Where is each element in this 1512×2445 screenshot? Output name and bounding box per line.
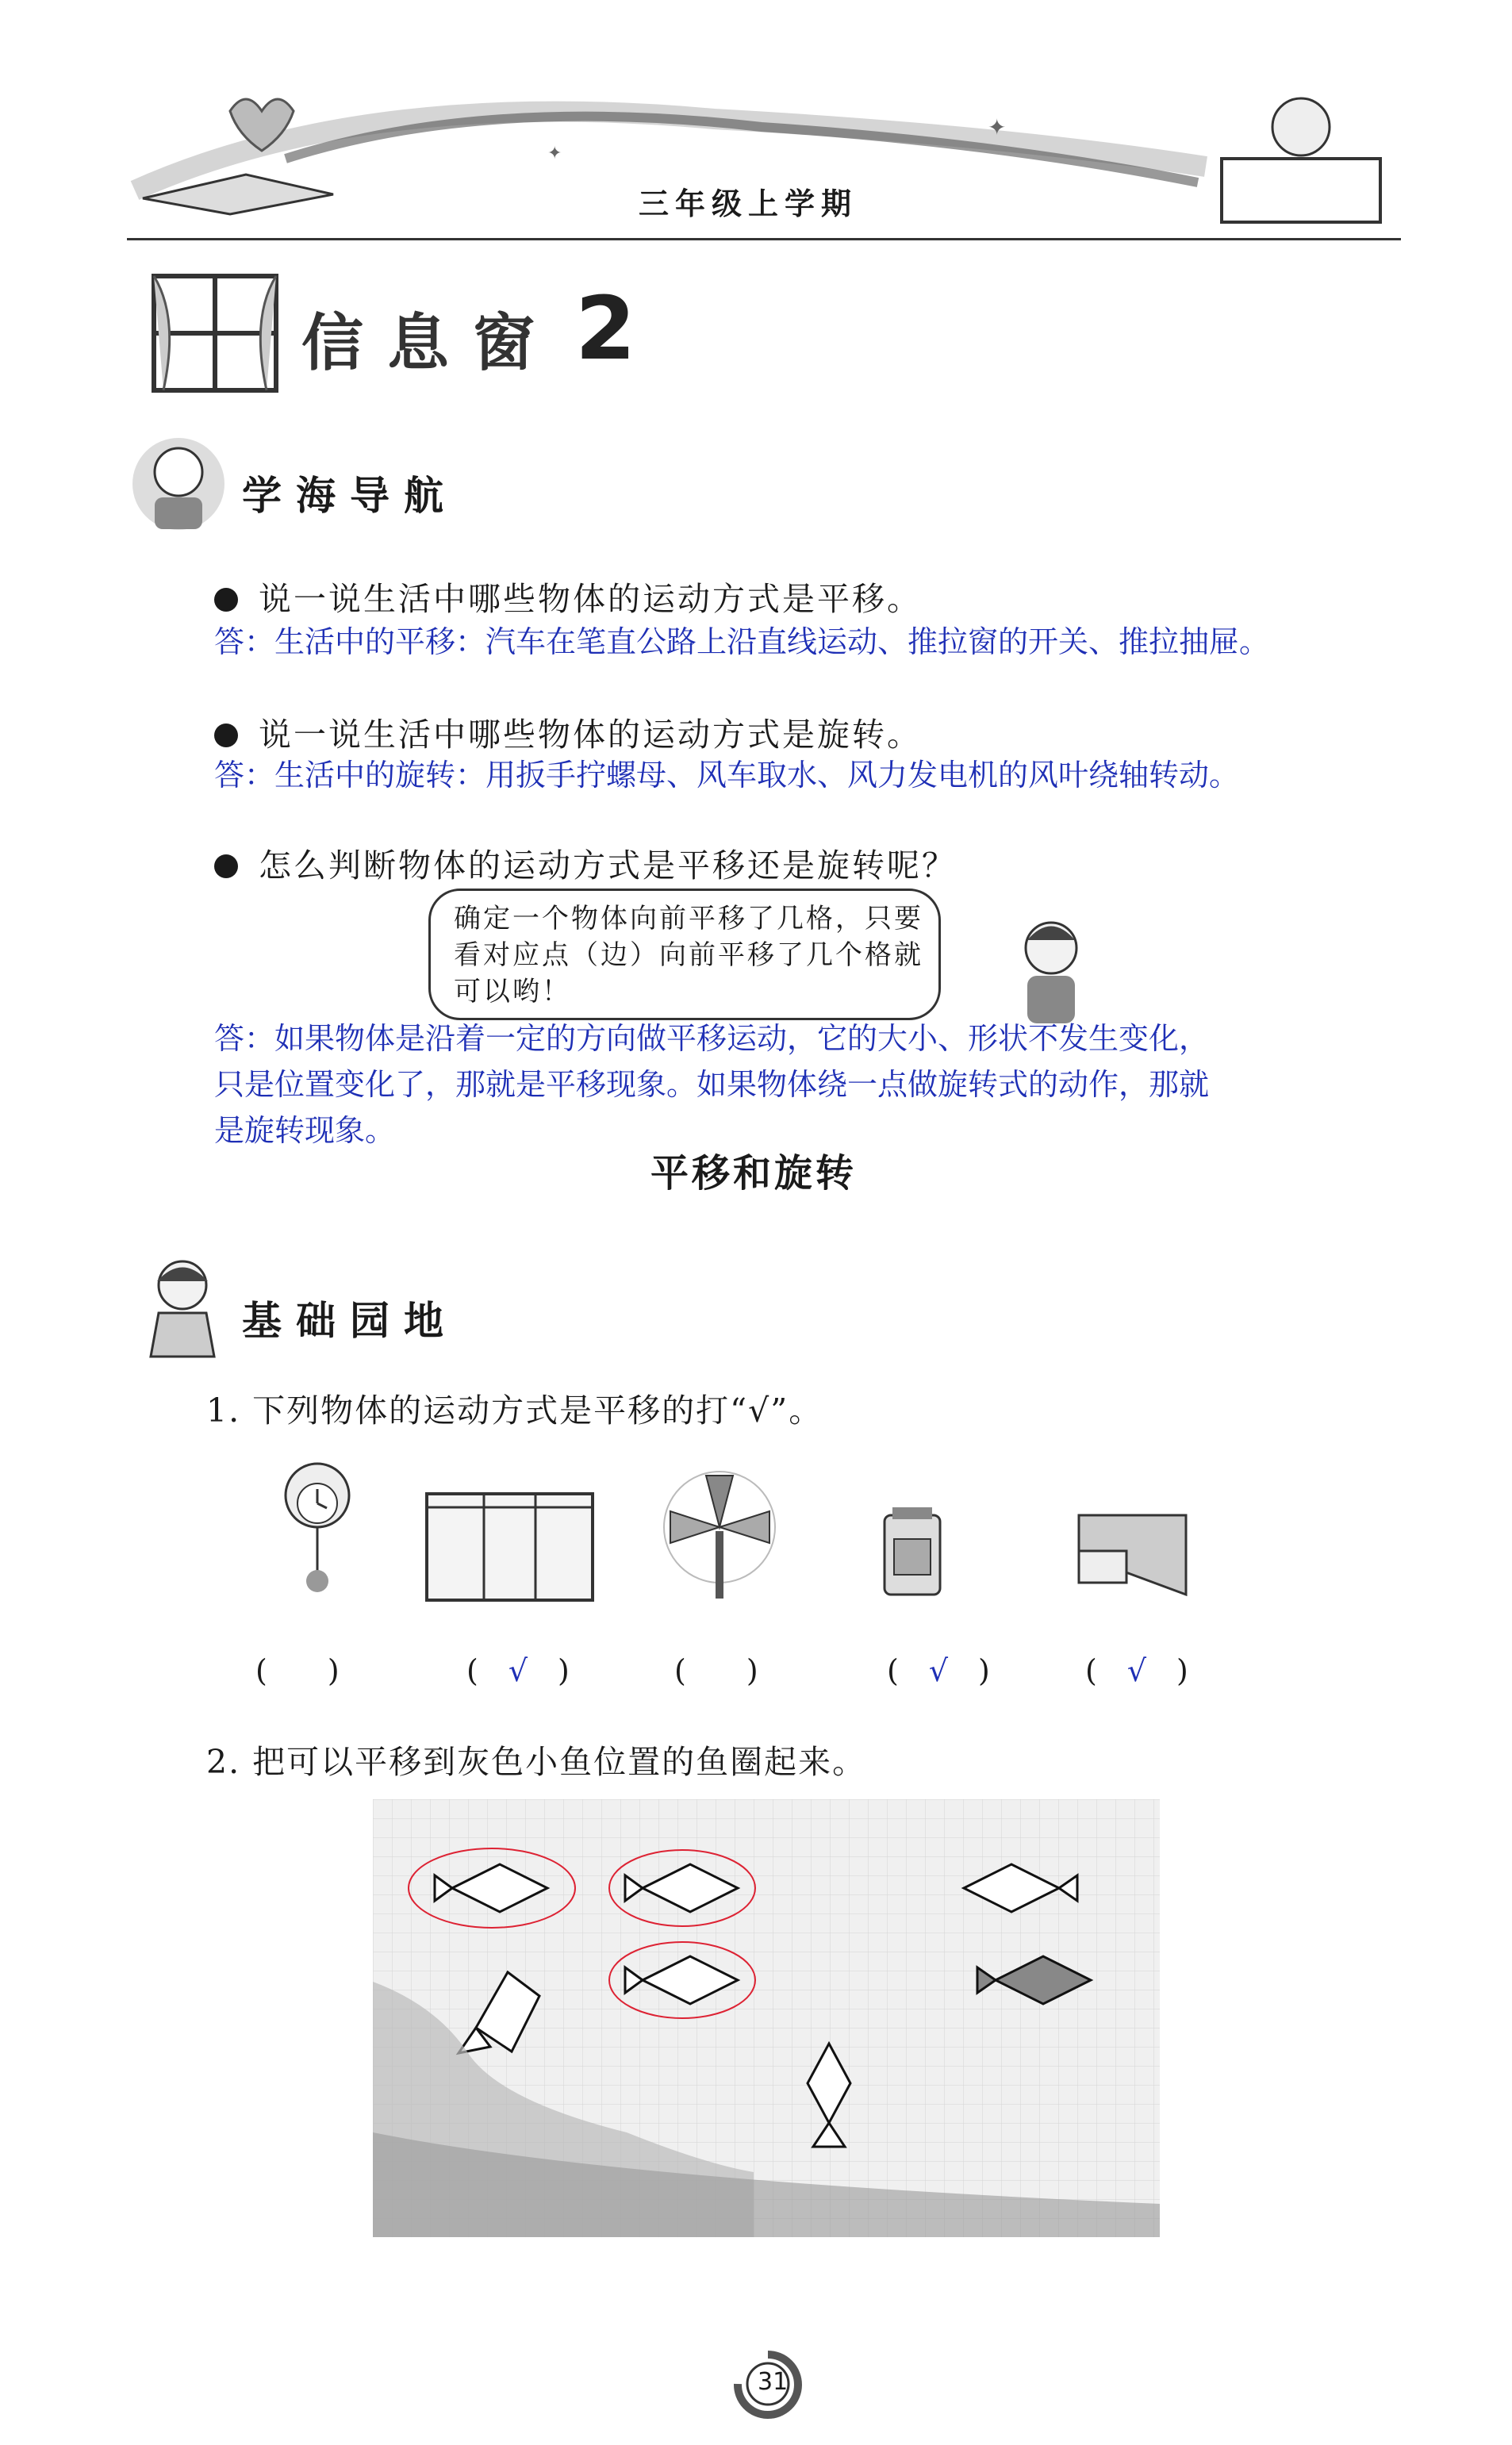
window-icon [148,270,282,397]
answer-mark-4: √ [928,1653,949,1688]
answer-slot-2[interactable]: ( √ ) [466,1653,570,1688]
answer-slot-5[interactable]: ( √ ) [1085,1653,1188,1688]
appliance-icon [877,1503,948,1599]
problem-2: 2. 把可以平移到灰色小鱼位置的鱼圈起来。 [206,1743,867,1781]
speech-bubble-text: 确定一个物体向前平移了几格，只要看对应点（边）向前平移了几个格就可以哟！ [454,903,923,1008]
section-title-navigation: 学海导航 [242,473,458,519]
answer-3-line-2: 只是位置变化了，那就是平移现象。如果物体绕一点做旋转式的动作，那就 [214,1067,1210,1102]
question-3 [214,839,957,886]
unit-number: 2 [575,278,636,379]
svg-text:✦: ✦ [547,144,562,163]
header-divider [127,238,1401,240]
question-2-text: 说一说生活中哪些物体的运动方式是旋转。 [259,716,922,754]
fish-grid-figure [373,1799,1160,2237]
question-2 [214,708,922,755]
answer-slot-1[interactable]: ( ) [255,1653,340,1688]
question-1-text: 说一说生活中哪些物体的运动方式是平移。 [259,580,922,618]
question-3-text: 怎么判断物体的运动方式是平移还是旋转呢？ [259,846,957,885]
page-number: 31 [758,2368,789,2396]
girl-icon [135,1249,230,1361]
drawer-icon [1063,1507,1190,1602]
bullet-icon [214,854,238,878]
lesson-title: 平移和旋转 [650,1151,858,1196]
clock-pendulum-icon [270,1456,365,1599]
grade-label: 三年级上学期 [639,186,858,221]
student-icon [131,432,226,535]
answer-slot-4[interactable]: ( √ ) [887,1653,990,1688]
problem-1: 1. 下列物体的运动方式是平移的打“√”。 [206,1391,823,1430]
section-title-basics: 基础园地 [242,1298,458,1344]
answer-3-line-1: 答：如果物体是沿着一定的方向做平移运动，它的大小、形状不发生变化， [214,1021,1210,1056]
answer-mark-5: √ [1126,1653,1147,1688]
svg-text:✦: ✦ [988,114,1007,140]
bullet-icon [214,588,238,612]
question-1 [214,573,922,620]
answer-mark-2: √ [508,1653,528,1688]
answer-3-line-3: 是旋转现象。 [214,1113,396,1148]
windmill-icon [650,1464,789,1602]
unit-title: 信息窗 [301,308,559,379]
answer-slot-3[interactable]: ( ) [674,1653,758,1688]
bullet-icon [214,724,238,747]
answer-2: 答：生活中的旋转：用扳手拧螺母、风车取水、风力发电机的风叶绕轴转动。 [214,758,1240,793]
sliding-window-icon [424,1491,595,1602]
answer-1: 答：生活中的平移：汽车在笔直公路上沿直线运动、推拉窗的开关、推拉抽屉。 [214,624,1270,659]
